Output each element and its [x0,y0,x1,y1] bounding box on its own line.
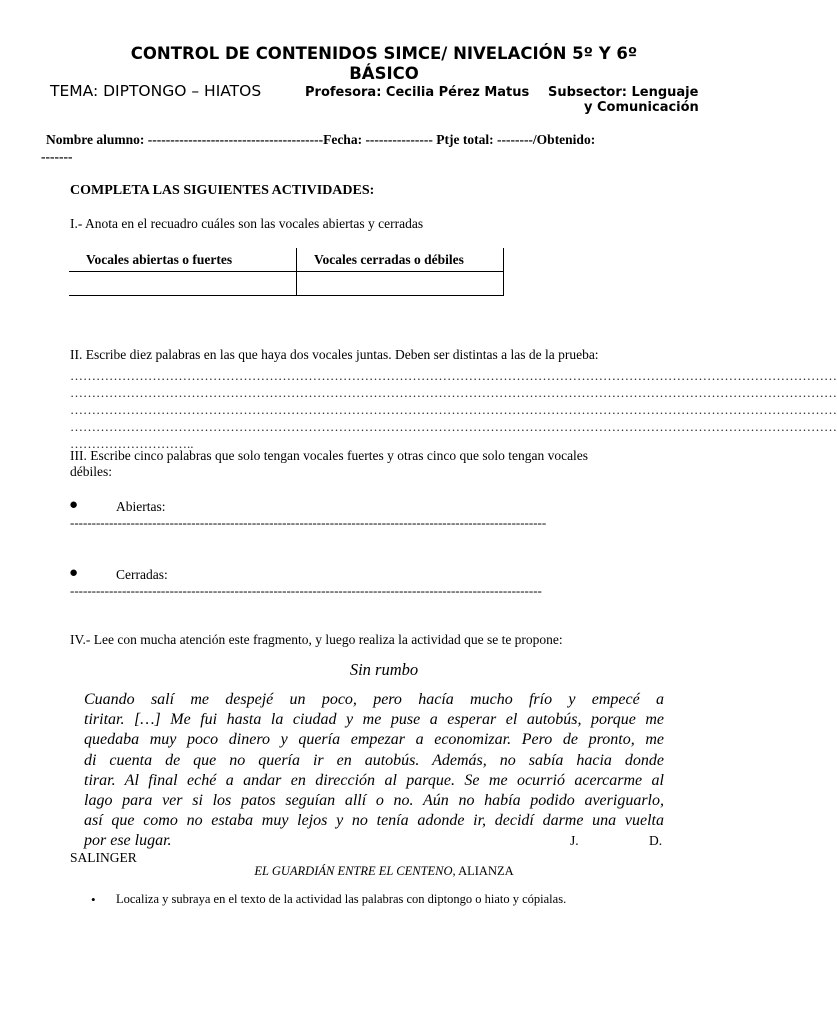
author-surname: SALINGER [70,850,137,865]
bullet-icon: ● [69,497,79,513]
story-line: así que como no estaba muy lejos y no tenía adonde ir, decidí darme una vuelta [84,812,664,830]
vowels-table-header-row [69,248,504,272]
story-title: Sin rumbo [349,660,419,679]
author-initial-1: J. [570,833,579,848]
story-line: quedaba muy poco dinero y quería empezar a economizar. Pero de pronto, me [84,731,664,749]
activity-4-prompt: IV.- Lee con mucha atención este fragmento, y luego realiza la actividad que se te propone: [70,632,563,647]
open-vowels-label: Abiertas: [116,499,166,514]
bullet-icon: ● [69,565,79,581]
closed-vowels-header: Vocales cerradas o débiles [297,248,504,272]
answer-dotted-line[interactable]: …………………………………………………………………………………………………………………………………………………………… [70,368,837,383]
teacher-label: Profesora: Cecilia Pérez Matus [305,85,530,100]
instructions-heading: COMPLETA LAS SIGUIENTES ACTIVIDADES: [70,183,375,198]
page-title-line-2: BÁSICO [349,64,419,83]
answer-dotted-line[interactable]: …………………………………………………………………………………………………………………………………………………………… [70,402,837,417]
book-publisher: ALIANZA [458,864,514,878]
closed-vowels-answer-cell[interactable] [297,272,504,296]
student-info-continuation: ------- [41,149,73,164]
activity-2-prompt: II. Escribe diez palabras en las que haya dos vocales juntas. Deben ser distintas a las de la prueba: [70,347,599,362]
subject-label-line-1: Subsector: Lenguaje [548,85,699,100]
story-line: di cuenta de que no quería ir en autobús. Además, no sabía hacia donde [84,751,664,769]
story-line: tirar. Al final eché a andar en dirección al parque. Se me ocurrió acercarme al [84,771,664,789]
book-citation [0,864,768,879]
closed-vowels-answer-line[interactable]: ------------------------------------------------------------------------------------------------------------- [70,583,542,598]
page-title-line-1: CONTROL DE CONTENIDOS SIMCE/ NIVELACIÓN 5º Y 6º [130,44,638,63]
story-line: Cuando salí me despejé un poco, pero hacía mucho frío y empecé a [84,691,664,708]
task-bullet-icon: • [91,892,96,907]
story-last-line: por ese lugar. [84,832,172,849]
story-line: tiritar. […] Me fui hasta la ciudad y me puse a esperar el autobús, porque me [84,711,664,729]
topic-label: TEMA: DIPTONGO – HIATOS [50,82,262,100]
open-vowels-answer-cell[interactable] [69,272,297,296]
activity-1-prompt: I.- Anota en el recuadro cuáles son las vocales abiertas y cerradas [70,216,424,231]
activity-4-task: Localiza y subraya en el texto de la actividad las palabras con diptongo o hiato y cópialas. [116,892,567,906]
vowels-table [69,248,504,296]
subject-label-line-2: y Comunicación [584,100,699,115]
student-info-line: Nombre alumno: ---------------------------------------Fecha: --------------- Ptje total: --------/Obtenido: [46,132,596,147]
open-vowels-answer-line[interactable]: -------------------------------------------------------------------------------------------------------------- [70,515,547,530]
activity-3-prompt-line-2: débiles: [70,464,112,479]
book-title: EL GUARDIÁN ENTRE EL CENTENO, [254,864,456,878]
vowels-table-answer-row [69,272,504,296]
answer-dotted-line[interactable]: ……………………….. [70,436,194,451]
answer-dotted-line[interactable]: …………………………………………………………………………………………………………………………………………………………… [70,385,837,400]
author-initial-2: D. [649,833,663,848]
story-line: lago para ver si los patos seguían allí o no. Aún no había podido averiguarlo, [84,792,664,810]
answer-dotted-line[interactable]: …………………………………………………………………………………………………………………………………………………………… [70,419,837,434]
activity-3-prompt-line-1: III. Escribe cinco palabras que solo tengan vocales fuertes y otras cinco que solo tengan vocales [70,448,589,463]
closed-vowels-label: Cerradas: [116,567,168,582]
story-excerpt [84,690,664,831]
open-vowels-header: Vocales abiertas o fuertes [69,248,297,272]
